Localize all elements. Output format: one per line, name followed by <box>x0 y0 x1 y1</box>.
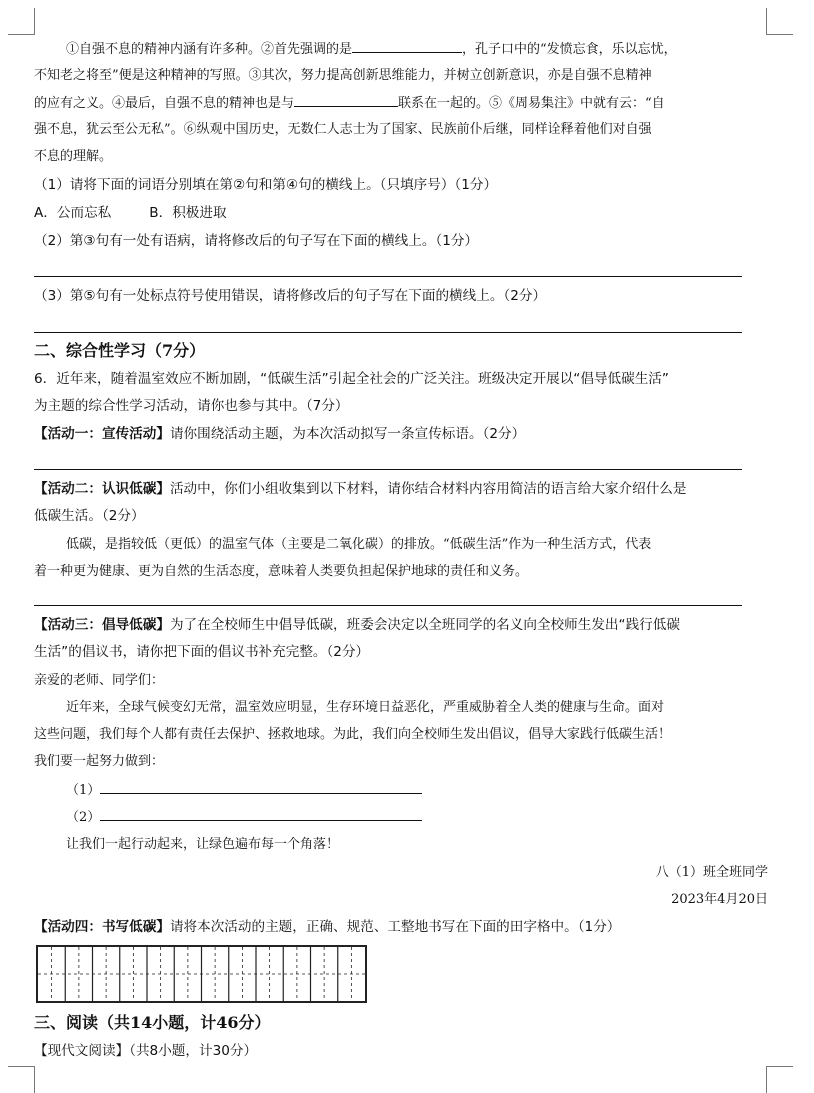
activity-2-line-2: 低碳生活。（2分） <box>34 508 145 524</box>
passage-text: 的应有之义。④最后，自强不息的精神也是与 <box>34 96 295 111</box>
crop-mark-bottom-left <box>8 1066 35 1093</box>
letter-signature: 八（1）班全班同学 <box>655 865 768 880</box>
letter-item-1 <box>66 780 422 801</box>
answer-line-q3[interactable] <box>34 332 742 333</box>
question-3: （3）第⑤句有一处标点符号使用错误，请将修改后的句子写在下面的横线上。（2分） <box>34 288 547 304</box>
section-3-subheading: 【现代文阅读】（共8小题，计30分） <box>34 1043 258 1059</box>
letter-date: 2023年4月20日 <box>671 892 768 907</box>
tianzige-grid-lines <box>38 947 365 1001</box>
option-a: A．公而忘私 <box>34 205 112 221</box>
passage-text: 联系在一起的。⑤《周易集注》中就有云：“自 <box>398 96 665 111</box>
answer-blank-sentence-4[interactable] <box>294 93 398 107</box>
letter-greeting: 亲爱的老师、同学们： <box>34 673 165 688</box>
passage-line-4: 强不息，犹云至公无私”。⑥纵观中国历史，无数仁人志士为了国家、民族前仆后继，同样诠释着他们对自强 <box>34 122 652 137</box>
crop-mark-top-right <box>766 8 793 35</box>
question-1-options <box>34 203 227 223</box>
answer-line-q2[interactable] <box>34 276 742 277</box>
activity-3-text: 为了在全校师生中倡导低碳，班委会决定以全班同学的名义向全校师生发出“践行低碳 <box>169 617 680 633</box>
answer-blank-item-2[interactable] <box>100 807 422 821</box>
answer-line-activity-2[interactable] <box>34 605 742 606</box>
passage-line-2: 不知老之将至”便是这种精神的写照。③其次，努力提高创新思维能力，并树立创新意识，亦是自强不息精神 <box>34 68 652 83</box>
activity-1-tag: 【活动一：宣传活动】 <box>34 426 170 442</box>
question-2: （2）第③句有一处有语病，请将修改后的句子写在下面的横线上。（1分） <box>34 233 479 249</box>
passage-text: ，孔子口中的“发愤忘食，乐以忘忧， <box>462 42 677 57</box>
letter-body-line-2: 这些问题，我们每个人都有责任去保护、拯救地球。为此，我们向全校师生发出倡议，倡导大家践行低碳生活！ <box>34 727 672 742</box>
passage-text: ①自强不息的精神内涵有许多种。②首先强调的是 <box>66 42 353 57</box>
letter-item-2 <box>66 807 422 828</box>
option-b: B．积极进取 <box>149 205 227 221</box>
activity-3-tag: 【活动三：倡导低碳】 <box>34 617 170 633</box>
activity-4-tag: 【活动四：书写低碳】 <box>34 919 170 935</box>
letter-body-line-1: 近年来，全球气候变幻无常，温室效应明显，生存环境日益恶化，严重威胁着全人类的健康与生命。面对 <box>66 700 665 715</box>
crop-mark-bottom-right <box>766 1066 793 1093</box>
question-1: （1）请将下面的词语分别填在第②句和第④句的横线上。（只填序号）（1分） <box>34 177 498 193</box>
passage-line-1 <box>66 39 677 60</box>
answer-blank-item-1[interactable] <box>100 780 422 794</box>
activity-3-line-2: 生活”的倡议书，请你把下面的倡议书补充完整。（2分） <box>34 644 370 660</box>
activity-2-material-line-1: 低碳，是指较低（更低）的温室气体（主要是二氧化碳）的排放。“低碳生活”作为一种生活方式，代表 <box>66 537 652 552</box>
section-2-heading: 二、综合性学习（7分） <box>34 341 206 360</box>
activity-2 <box>34 479 687 499</box>
crop-mark-top-left <box>8 8 35 35</box>
section-3-heading: 三、阅读（共14小题，计46分） <box>34 1013 271 1032</box>
item-number: （1） <box>66 783 101 798</box>
tianzige-grid[interactable] <box>36 945 367 1003</box>
question-6-line-2: 为主题的综合性学习活动，请你也参与其中。（7分） <box>34 398 349 414</box>
item-number: （2） <box>66 810 101 825</box>
activity-4 <box>34 917 620 937</box>
passage-line-5: 不息的理解。 <box>34 149 113 164</box>
activity-3 <box>34 615 680 635</box>
passage-line-3 <box>34 93 665 114</box>
activity-1-text: 请你围绕活动主题，为本次活动拟写一条宣传标语。（2分） <box>169 426 526 442</box>
activity-1 <box>34 424 525 444</box>
letter-body-line-3: 我们要一起努力做到： <box>34 754 165 769</box>
activity-4-text: 请将本次活动的主题，正确、规范、工整地书写在下面的田字格中。（1分） <box>169 919 621 935</box>
answer-line-activity-1[interactable] <box>34 469 742 470</box>
answer-blank-sentence-2[interactable] <box>352 39 462 53</box>
activity-2-text: 活动中，你们小组收集到以下材料，请你结合材料内容用简洁的语言给大家介绍什么是 <box>169 481 687 497</box>
activity-2-material-line-2: 着一种更为健康、更为自然的生活态度，意味着人类要负担起保护地球的责任和义务。 <box>34 564 529 579</box>
activity-2-tag: 【活动二：认识低碳】 <box>34 481 170 497</box>
letter-closing: 让我们一起行动起来，让绿色遍布每一个角落！ <box>66 837 340 852</box>
question-6-line-1: 6．近年来，随着温室效应不断加剧，“低碳生活”引起全社会的广泛关注。班级决定开展以“倡导低碳生活” <box>34 371 669 387</box>
